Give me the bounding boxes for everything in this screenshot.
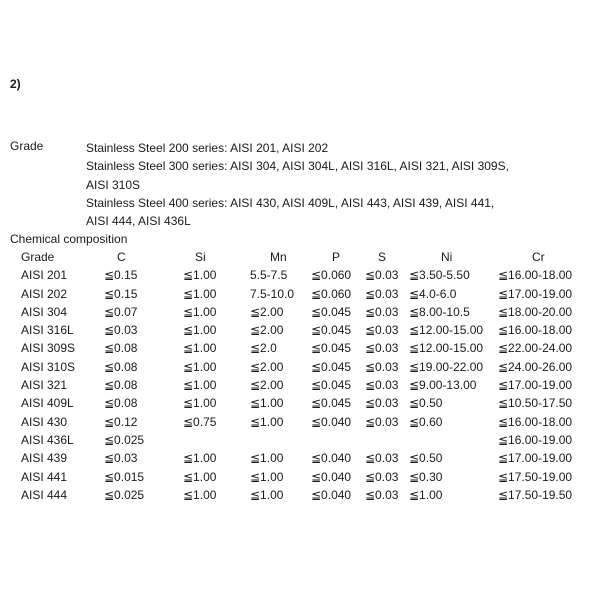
grade-label: Grade (10, 139, 44, 153)
cell-cr: ≦16.00-18.00 (498, 268, 573, 283)
cell-c: ≦0.025 (104, 487, 145, 502)
cell-ni: ≦8.00-10.5 (409, 304, 470, 319)
table-row (0, 321, 600, 339)
cell-mn: 5.5-7.5 (250, 268, 288, 283)
column-header-ni: Ni (441, 250, 453, 264)
cell-cr: ≦18.00-20.00 (498, 304, 573, 319)
table-row (0, 449, 600, 467)
cell-c: ≦0.07 (104, 304, 138, 319)
cell-mn: ≦2.00 (250, 323, 284, 338)
cell-cr: ≦16.00-18.00 (498, 323, 573, 338)
cell-ni: ≦9.00-13.00 (409, 378, 477, 393)
cell-p: ≦0.045 (311, 323, 352, 338)
table-header-row (0, 248, 600, 266)
cell-ni: ≦12.00-15.00 (409, 341, 484, 356)
cell-cr: ≦24.00-26.00 (498, 359, 573, 374)
column-header-cr: Cr (532, 250, 545, 264)
cell-mn: ≦1.00 (250, 451, 284, 466)
cell-c: ≦0.08 (104, 378, 138, 393)
cell-p: ≦0.045 (311, 396, 352, 411)
cell-grade: AISI 304 (21, 304, 68, 319)
table-row (0, 358, 600, 376)
table-row (0, 285, 600, 303)
cell-si: ≦1.00 (183, 469, 217, 484)
cell-mn: ≦2.00 (250, 304, 284, 319)
cell-grade: AISI 309S (21, 341, 76, 356)
section-number: 2) (10, 77, 21, 91)
cell-cr: ≦16.00-19.00 (498, 432, 573, 447)
cell-cr: ≦17.50-19.50 (498, 487, 573, 502)
cell-ni: ≦0.30 (409, 469, 443, 484)
cell-s: ≦0.03 (365, 487, 399, 502)
cell-s: ≦0.03 (365, 341, 399, 356)
cell-grade: AISI 430 (21, 414, 68, 429)
cell-p: ≦0.045 (311, 378, 352, 393)
cell-s: ≦0.03 (365, 359, 399, 374)
cell-c: ≦0.12 (104, 414, 138, 429)
cell-si: ≦1.00 (183, 359, 217, 374)
cell-cr: ≦22.00-24.00 (498, 341, 573, 356)
cell-mn: ≦1.00 (250, 487, 284, 502)
cell-p: ≦0.060 (311, 286, 352, 301)
cell-si: ≦1.00 (183, 286, 217, 301)
cell-mn: ≦2.0 (250, 341, 277, 356)
table-row (0, 413, 600, 431)
cell-grade: AISI 409L (21, 396, 74, 411)
cell-p: ≦0.040 (311, 414, 352, 429)
cell-ni: ≦3.50-5.50 (409, 268, 470, 283)
table-row (0, 468, 600, 486)
cell-c: ≦0.15 (104, 286, 138, 301)
cell-si: ≦1.00 (183, 451, 217, 466)
cell-grade: AISI 444 (21, 487, 68, 502)
cell-c: ≦0.03 (104, 323, 138, 338)
cell-mn: ≦1.00 (250, 469, 284, 484)
cell-c: ≦0.025 (104, 432, 145, 447)
grade-line: Stainless Steel 300 series: AISI 304, AISI 304L, AISI 316L, AISI 321, AISI 309S, (86, 159, 509, 174)
column-header-grade: Grade (21, 250, 55, 264)
cell-s: ≦0.03 (365, 378, 399, 393)
cell-mn: 7.5-10.0 (250, 286, 295, 301)
cell-p: ≦0.060 (311, 268, 352, 283)
cell-p: ≦0.045 (311, 341, 352, 356)
cell-grade: AISI 202 (21, 286, 68, 301)
cell-c: ≦0.03 (104, 451, 138, 466)
cell-ni: ≦19.00-22.00 (409, 359, 484, 374)
chemical-composition-heading: Chemical composition (10, 232, 128, 246)
cell-s: ≦0.03 (365, 286, 399, 301)
table-row (0, 394, 600, 412)
cell-si: ≦1.00 (183, 323, 217, 338)
cell-s: ≦0.03 (365, 469, 399, 484)
cell-p: ≦0.045 (311, 359, 352, 374)
cell-s: ≦0.03 (365, 304, 399, 319)
cell-mn: ≦2.00 (250, 378, 284, 393)
grade-line: Stainless Steel 200 series: AISI 201, AISI 202 (86, 141, 329, 155)
cell-c: ≦0.015 (104, 469, 145, 484)
cell-s: ≦0.03 (365, 414, 399, 429)
cell-cr: ≦17.00-19.00 (498, 451, 573, 466)
cell-grade: AISI 201 (21, 268, 68, 283)
cell-si: ≦0.75 (183, 414, 217, 429)
cell-si: ≦1.00 (183, 304, 217, 319)
cell-s: ≦0.03 (365, 396, 399, 411)
cell-cr: ≦16.00-18.00 (498, 414, 573, 429)
cell-p: ≦0.040 (311, 469, 352, 484)
cell-c: ≦0.15 (104, 268, 138, 283)
cell-grade: AISI 439 (21, 451, 68, 466)
cell-s: ≦0.03 (365, 451, 399, 466)
cell-p: ≦0.040 (311, 451, 352, 466)
cell-si: ≦1.00 (183, 268, 217, 283)
cell-si: ≦1.00 (183, 396, 217, 411)
cell-mn: ≦1.00 (250, 396, 284, 411)
table-row (0, 339, 600, 357)
cell-si: ≦1.00 (183, 341, 217, 356)
column-header-c: C (117, 250, 126, 264)
cell-cr: ≦17.50-19.00 (498, 469, 573, 484)
cell-grade: AISI 321 (21, 378, 68, 393)
cell-c: ≦0.08 (104, 341, 138, 356)
cell-s: ≦0.03 (365, 268, 399, 283)
cell-p: ≦0.040 (311, 487, 352, 502)
cell-cr: ≦10.50-17.50 (498, 396, 573, 411)
cell-s: ≦0.03 (365, 323, 399, 338)
column-header-s: S (378, 250, 387, 264)
cell-ni: ≦4.0-6.0 (409, 286, 457, 301)
column-header-si: Si (195, 250, 206, 264)
cell-cr: ≦17.00-19.00 (498, 286, 573, 301)
grade-lines (86, 139, 556, 230)
column-header-mn: Mn (270, 250, 287, 264)
cell-grade: AISI 436L (21, 432, 74, 447)
cell-ni: ≦0.60 (409, 414, 443, 429)
cell-grade: AISI 316L (21, 323, 74, 338)
grade-line: AISI 444, AISI 436L (86, 214, 191, 229)
cell-mn: ≦1.00 (250, 414, 284, 429)
grade-line: AISI 310S (86, 177, 141, 192)
grade-line: Stainless Steel 400 series: AISI 430, AISI 409L, AISI 443, AISI 439, AISI 441, (86, 195, 495, 210)
chemical-composition-table (0, 248, 600, 504)
cell-c: ≦0.08 (104, 359, 138, 374)
cell-ni: ≦1.00 (409, 487, 443, 502)
cell-ni: ≦12.00-15.00 (409, 323, 484, 338)
cell-c: ≦0.08 (104, 396, 138, 411)
table-row (0, 266, 600, 284)
table-row (0, 431, 600, 449)
table-row (0, 376, 600, 394)
table-row (0, 303, 600, 321)
cell-grade: AISI 441 (21, 469, 68, 484)
cell-p: ≦0.045 (311, 304, 352, 319)
table-row (0, 486, 600, 504)
cell-si: ≦1.00 (183, 487, 217, 502)
cell-mn: ≦2.00 (250, 359, 284, 374)
cell-si: ≦1.00 (183, 378, 217, 393)
column-header-p: P (332, 250, 341, 264)
cell-cr: ≦17.00-19.00 (498, 378, 573, 393)
cell-ni: ≦0.50 (409, 396, 443, 411)
cell-grade: AISI 310S (21, 359, 76, 374)
cell-ni: ≦0.50 (409, 451, 443, 466)
